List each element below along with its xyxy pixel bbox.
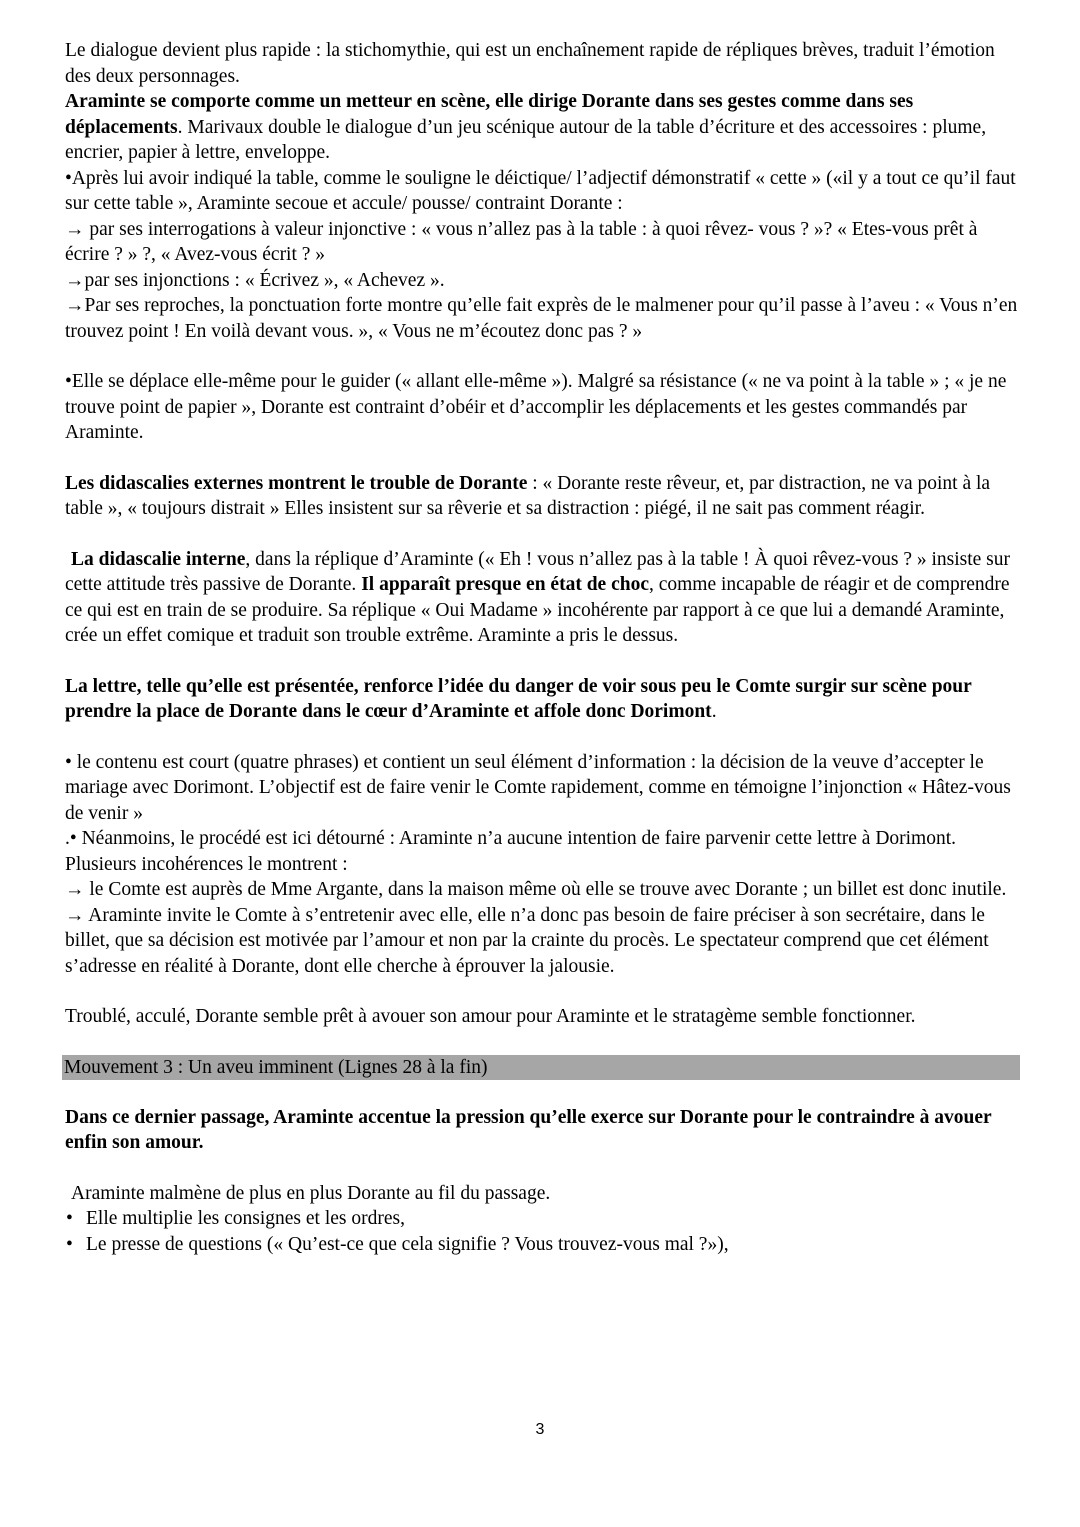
paragraph-procede-detourne: .• Néanmoins, le procédé est ici détourné : Araminte n’a aucune intention de faire parvenir cette lettre à Dorimont. Plusieurs incohérences le montrent :: [65, 828, 957, 875]
bold-text: La didascalie interne: [71, 548, 246, 570]
paragraph-didascalie-interne: [65, 547, 1020, 649]
bullet-list: [65, 1206, 1020, 1257]
paragraph-didascalies-externes: [65, 471, 1020, 522]
paragraph-trouble-accule: Troublé, acculé, Dorante semble prêt à avouer son amour pour Araminte et le stratagème semble fonctionner.: [65, 1006, 916, 1027]
bold-text: Araminte se comporte comme un metteur en scène, elle dirige Dorante dans ses gestes comme dans ses déplacements: [65, 91, 914, 138]
paragraph-metteur-en-scene: [65, 89, 1020, 166]
section-heading-mouvement-3: Mouvement 3 : Un aveu imminent (Lignes 28 à la fin): [62, 1055, 1020, 1080]
paragraph-dernier-passage: Dans ce dernier passage, Araminte accentue la pression qu’elle exerce sur Dorante pour le contraindre à avouer enfin son amour.: [65, 1106, 992, 1153]
paragraph-invite-comte: → Araminte invite le Comte à s’entretenir avec elle, elle n’a donc pas besoin de faire préciser à son secrétaire, dans le billet, que sa décision est motivée par l’amour et non par la crainte du procès. Le spectateur comprend que cet élément s’adresse en réalité à Dorante, dont elle cherche à éprouver la jalousie.: [65, 904, 989, 977]
bold-text: Les didascalies externes montrent le trouble de Dorante: [65, 472, 528, 494]
paragraph-table-deictique: •Après lui avoir indiqué la table, comme le souligne le déictique/ l’adjectif démonstratif « cette » («il y a tout ce qu’il faut sur cette table », Araminte secoue et accule/ pousse/ contraint Dorante :: [65, 167, 1016, 214]
body-text: : « Dorante reste rêveur, et, par distraction, ne va point à la table », « toujours distrait » Elles insistent sur sa rêverie et sa distraction : piégé, il ne sait pas comment réagir.: [65, 472, 991, 519]
paragraph-reproches: →Par ses reproches, la ponctuation forte montre qu’elle fait exprès de le malmener pour qu’il passe à l’aveu : « Vous n’en trouvez point ! En voilà devant vous. », « Vous ne m’écoutez donc pas ? »: [65, 295, 1018, 342]
body-text: .: [711, 701, 717, 722]
paragraph-comte-argante: → le Comte est auprès de Mme Argante, dans la maison même où elle se trouve avec Dorante ; un billet est donc inutile.: [65, 879, 1007, 900]
body-text: . Marivaux double le dialogue d’un jeu scénique autour de la table d’écriture et des accessoires : plume, encrier, papier à lettre, enveloppe.: [65, 116, 987, 163]
paragraph-stichomythie: Le dialogue devient plus rapide : la stichomythie, qui est un enchaînement rapide de répliques brèves, traduit l’émotion des deux personnages.: [65, 40, 995, 87]
body-text: , dans la réplique d’Araminte (« Eh ! vous n’allez pas à la table ! À quoi rêvez-vous ? » insiste sur cette attitude très passive de Dorante.: [65, 548, 1011, 595]
list-item: • Elle multiplie les consignes et les ordres,: [65, 1206, 1020, 1232]
paragraph-interrogations: → par ses interrogations à valeur injonctive : « vous n’allez pas à la table : à quoi rêvez- vous ? »? « Etes-vous prêt à écrire ? » ?, « Avez-vous écrit ? »: [65, 218, 978, 265]
bold-text: Il apparaît presque en état de choc: [361, 574, 649, 595]
paragraph-deplacement: •Elle se déplace elle-même pour le guider (« allant elle-même »). Malgré sa résistance (« ne va point à la table » ; « je ne trouve point de papier », Dorante est contraint d’obéir et d’accomplir les déplacements et les gestes commandés par Araminte.: [65, 371, 1007, 443]
document-page: [65, 38, 1020, 1257]
paragraph-contenu-court: • le contenu est court (quatre phrases) et contient un seul élément d’information : la décision de la veuve d’accepter le mariage avec Dorimont. L’objectif est de faire venir le Comte rapidement, comme en témoigne l’injonction « Hâtez-vous de venir »: [65, 751, 1011, 824]
bold-text: La lettre, telle qu’elle est présentée, renforce l’idée du danger de voir sous peu le Comte surgir sur scène pour prendre la place de Dorante dans le cœur d’Araminte et affole donc Dorimont: [65, 675, 972, 722]
paragraph-malmene: Araminte malmène de plus en plus Dorante au fil du passage.: [71, 1182, 551, 1204]
list-item: • Le presse de questions (« Qu’est-ce que cela signifie ? Vous trouvez-vous mal ?»),: [65, 1232, 1020, 1258]
paragraph-lettre: [65, 674, 1020, 725]
paragraph-injonctions: →par ses injonctions : « Écrivez », « Achevez ».: [65, 269, 445, 291]
body-text: , comme incapable de réagir et de comprendre ce qui est en train de se produire. Sa réplique « Oui Madame » incohérente par rapport à ce que lui a demandé Araminte, crée un effet comique et traduit son trouble extrême. Araminte a pris le dessus.: [65, 574, 1010, 646]
page-number: 3: [535, 1421, 545, 1438]
